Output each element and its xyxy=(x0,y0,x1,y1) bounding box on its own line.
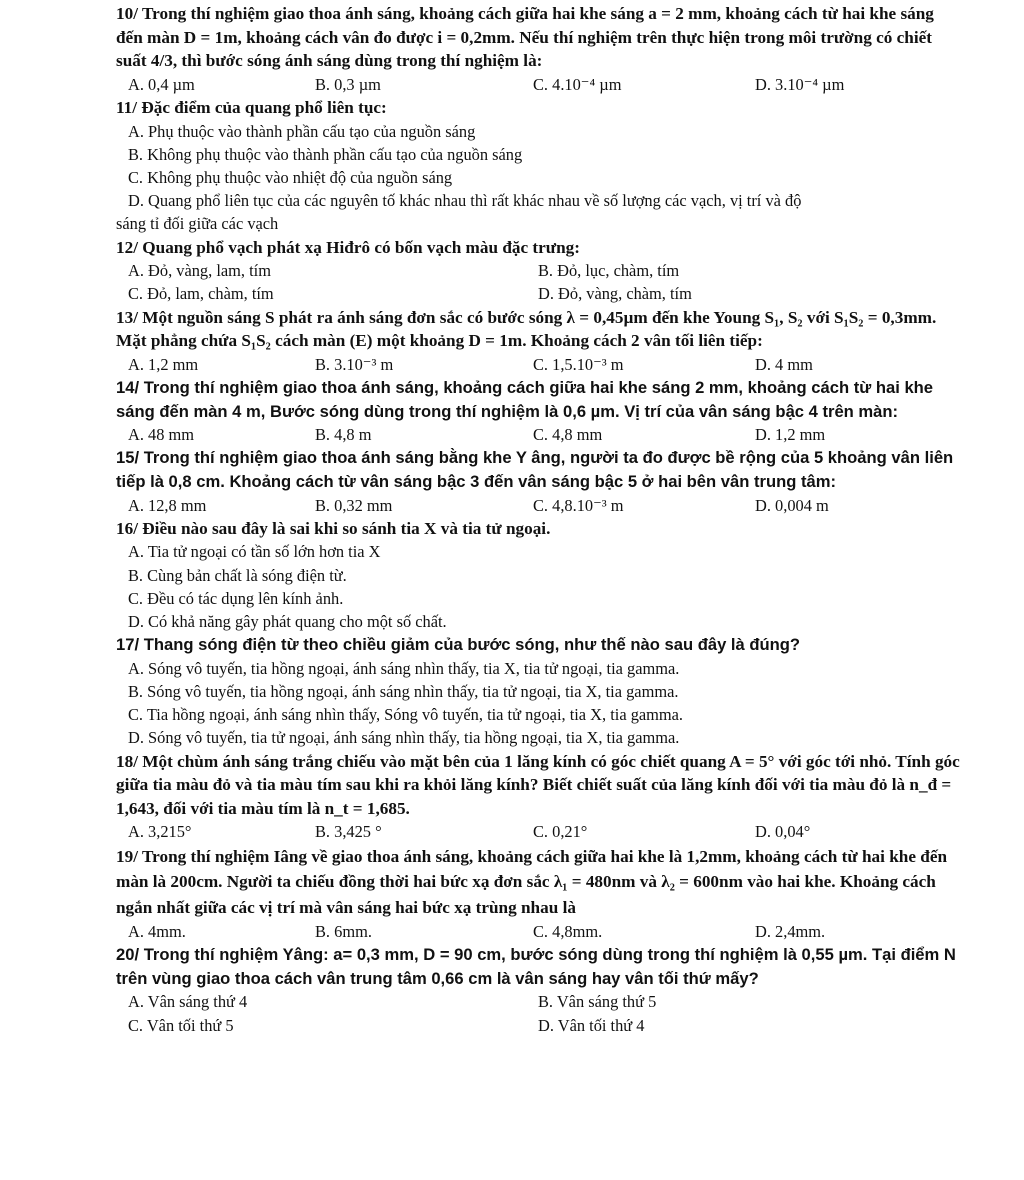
option-a[interactable]: A. 4mm. xyxy=(128,922,186,942)
option-b[interactable]: B. 3.10⁻³ m xyxy=(315,354,394,374)
option-a[interactable]: A. Phụ thuộc vào thành phần cấu tạo của nguồn sáng xyxy=(128,121,476,141)
option-c[interactable]: C. 4,8 mm xyxy=(533,425,603,445)
option-a[interactable]: A. 12,8 mm xyxy=(128,495,207,515)
option-c[interactable]: C. 4,8mm. xyxy=(533,922,603,942)
options xyxy=(116,920,964,943)
option-b[interactable]: B. 3,425 ° xyxy=(315,822,382,842)
option-b[interactable]: B. 0,32 mm xyxy=(315,495,393,515)
option-a[interactable]: A. Đỏ, vàng, lam, tím xyxy=(128,261,271,281)
option-c[interactable]: C. 4,8.10⁻³ m xyxy=(533,495,624,515)
question-stem: 17/ Thang sóng điện từ theo chiều giảm của bước sóng, như thế nào sau đây là đúng? xyxy=(116,635,801,655)
option-c[interactable]: C. 0,21° xyxy=(533,822,588,842)
option-a[interactable]: A. 1,2 mm xyxy=(128,354,199,374)
option-b[interactable]: B. 0,3 µm xyxy=(315,74,381,94)
option-b[interactable]: B. 6mm. xyxy=(315,922,372,942)
option-b[interactable]: B. Cùng bản chất là sóng điện từ. xyxy=(128,565,347,585)
options xyxy=(116,353,964,376)
question-11 xyxy=(116,96,964,236)
option-b[interactable]: B. Sóng vô tuyến, tia hồng ngoại, ánh sáng nhìn thấy, tia tử ngoại, tia X, tia gamma. xyxy=(128,681,679,701)
question-10 xyxy=(116,2,964,96)
question-stem: 14/ Trong thí nghiệm giao thoa ánh sáng, khoảng cách giữa hai khe sáng 2 mm, khoảng cách từ hai khe sáng đến màn 4 m, Bước sóng dùng trong thí nghiệm là 0,6 µm. Vị trí của vân sáng bậc 4 trên màn: xyxy=(116,377,934,421)
option-d[interactable]: D. Quang phổ liên tục của các nguyên tố khác nhau thì rất khác nhau về số lượng các vạch, vị trí và độ xyxy=(128,191,802,211)
option-c[interactable]: C. Tia hồng ngoại, ánh sáng nhìn thấy, Sóng vô tuyến, tia tử ngoại, tia X, tia gamma. xyxy=(128,705,684,725)
question-15 xyxy=(116,446,964,516)
question-20 xyxy=(116,943,964,1037)
options xyxy=(116,423,964,446)
question-stem: 15/ Trong thí nghiệm giao thoa ánh sáng bằng khe Y âng, người ta đo được bề rộng của 5 khoảng vân liên tiếp là 0,8 cm. Khoảng cách từ vân sáng bậc 3 đến vân sáng bậc 5 ở hai bên vân trung tâm: xyxy=(116,448,954,491)
options xyxy=(116,120,964,236)
question-stem: 20/ Trong thí nghiệm Yâng: a= 0,3 mm, D = 90 cm, bước sóng dùng trong thí nghiệm là 0,55 µm. Tại điểm N trên vùng giao thoa cách vân trung tâm 0,66 cm là vân sáng hay vân tối thứ mấy? xyxy=(116,945,956,988)
question-stem: 13/ Một nguồn sáng S phát ra ánh sáng đơn sắc có bước sóng λ = 0,45µm đến khe Young S₁, S₂ với S₁S₂ = 0,3mm. Mặt phẳng chứa S₁S₂ cách màn (E) một khoảng D = 1m. Khoảng cách 2 vân tối liên tiếp: xyxy=(116,307,937,351)
option-c[interactable]: C. Vân tối thứ 5 xyxy=(128,1015,234,1035)
option-a[interactable]: A. 48 mm xyxy=(128,425,195,445)
options xyxy=(116,990,964,1036)
option-d[interactable]: D. Đỏ, vàng, chàm, tím xyxy=(538,284,692,304)
question-14 xyxy=(116,376,964,446)
question-stem: 11/ Đặc điểm của quang phổ liên tục: xyxy=(116,97,387,117)
option-c[interactable]: C. Đỏ, lam, chàm, tím xyxy=(128,284,274,304)
option-d[interactable]: D. 3.10⁻⁴ µm xyxy=(755,74,845,94)
question-stem: 18/ Một chùm ánh sáng trắng chiếu vào mặt bên của 1 lăng kính có góc chiết quang A = 5° với góc tới nhỏ. Tính góc giữa tia màu đỏ và tia màu tím sau khi ra khỏi lăng kính? Biết chiết suất của lăng kính đối với tia màu đỏ là n_đ = 1,643, đối với tia màu tím là n_t = 1,685. xyxy=(116,751,960,818)
options xyxy=(116,259,964,305)
question-stem: 19/ Trong thí nghiệm Iâng về giao thoa ánh sáng, khoảng cách giữa hai khe là 1,2mm, khoảng cách từ hai khe đến màn là 200cm. Người ta chiếu đồng thời hai bức xạ đơn sắc λ₁ = 480nm và λ₂ = 600nm vào hai khe. Khoảng cách ngắn nhất giữa các vị trí mà vân sáng hai bức xạ trùng nhau là xyxy=(116,846,948,917)
question-stem: 10/ Trong thí nghiệm giao thoa ánh sáng, khoảng cách giữa hai khe sáng a = 2 mm, khoảng cách từ hai khe sáng đến màn D = 1m, khoảng cách vân đo được i = 0,2mm. Nếu thí nghiệm trên thực hiện trong môi trường có chiết suất 4/3, thì bước sóng ánh sáng dùng trong thí nghiệm là: xyxy=(116,4,934,71)
option-b[interactable]: B. Vân sáng thứ 5 xyxy=(538,992,657,1012)
option-a[interactable]: A. Vân sáng thứ 4 xyxy=(128,992,248,1012)
option-c[interactable]: C. Không phụ thuộc vào nhiệt độ của nguồn sáng xyxy=(128,167,453,187)
option-d[interactable]: D. Sóng vô tuyến, tia tử ngoại, ánh sáng nhìn thấy, tia hồng ngoại, tia X, tia gamma. xyxy=(128,728,680,748)
option-a[interactable]: A. 3,215° xyxy=(128,822,192,842)
option-c[interactable]: C. 1,5.10⁻³ m xyxy=(533,354,624,374)
option-a[interactable]: A. 0,4 µm xyxy=(128,74,195,94)
option-b[interactable]: B. 4,8 m xyxy=(315,425,372,445)
option-d[interactable]: D. 0,04° xyxy=(755,822,811,842)
option-d[interactable]: D. 2,4mm. xyxy=(755,922,826,942)
option-d[interactable]: D. 0,004 m xyxy=(755,495,829,515)
options xyxy=(116,73,964,96)
option-d-continuation: sáng tỉ đối giữa các vạch xyxy=(116,214,279,234)
options xyxy=(116,657,964,750)
question-13 xyxy=(116,306,964,376)
option-b[interactable]: B. Không phụ thuộc vào thành phần cấu tạo của nguồn sáng xyxy=(128,144,523,164)
option-b[interactable]: B. Đỏ, lục, chàm, tím xyxy=(538,261,680,281)
options xyxy=(116,540,964,633)
options xyxy=(116,820,964,843)
question-stem: 12/ Quang phổ vạch phát xạ Hiđrô có bốn vạch màu đặc trưng: xyxy=(116,237,580,257)
option-d[interactable]: D. Có khả năng gây phát quang cho một số chất. xyxy=(128,611,447,631)
option-a[interactable]: A. Sóng vô tuyến, tia hồng ngoại, ánh sáng nhìn thấy, tia X, tia tử ngoại, tia gamma. xyxy=(128,658,680,678)
question-stem: 16/ Điều nào sau đây là sai khi so sánh tia X và tia tử ngoại. xyxy=(116,518,551,538)
option-d[interactable]: D. Vân tối thứ 4 xyxy=(538,1015,645,1035)
option-c[interactable]: C. 4.10⁻⁴ µm xyxy=(533,74,622,94)
option-a[interactable]: A. Tia tử ngoại có tần số lớn hơn tia X xyxy=(128,542,381,562)
question-18 xyxy=(116,750,964,844)
options xyxy=(116,494,964,517)
option-c[interactable]: C. Đều có tác dụng lên kính ảnh. xyxy=(128,588,344,608)
option-d[interactable]: D. 4 mm xyxy=(755,354,813,374)
question-19 xyxy=(116,844,964,944)
question-12 xyxy=(116,236,964,306)
question-16 xyxy=(116,517,964,633)
option-d[interactable]: D. 1,2 mm xyxy=(755,425,826,445)
question-17 xyxy=(116,633,964,749)
